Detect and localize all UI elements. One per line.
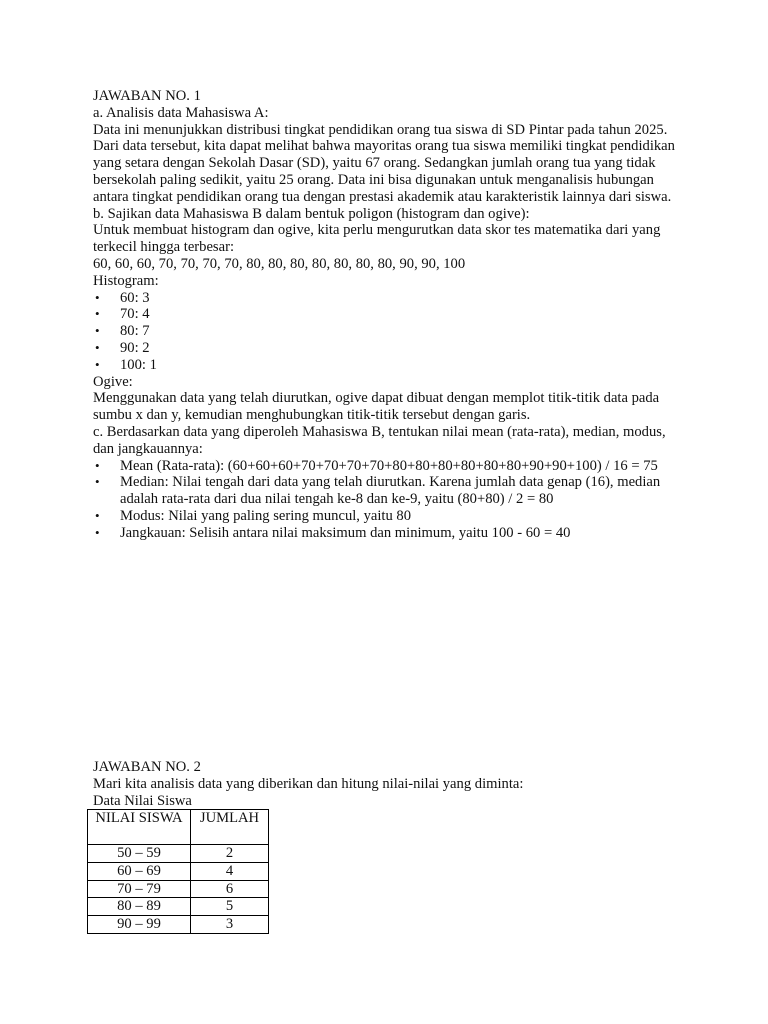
answer-1-section	[93, 88, 683, 542]
range-cell: 80 – 89	[88, 898, 191, 916]
count-cell: 2	[191, 845, 269, 863]
mode-item: • Modus: Nilai yang paling sering muncul, yaitu 80	[93, 508, 683, 525]
part-c-title: c. Berdasarkan data yang diperoleh Mahasiswa B, tentukan nilai mean (rata-rata), median, modus, dan jangkauannya:	[93, 423, 666, 457]
sorted-data-line: 60, 60, 60, 70, 70, 70, 70, 80, 80, 80, 80, 80, 80, 80, 90, 90, 100	[93, 255, 466, 272]
table-header-row	[88, 810, 269, 845]
ogive-label: Ogive:	[93, 373, 133, 390]
part-a-title: a. Analisis data Mahasiswa A:	[93, 104, 269, 121]
part-b-intro: Untuk membuat histogram dan ogive, kita perlu mengurutkan data skor tes matematika dari yang terkecil hingga terbesar:	[93, 222, 661, 256]
table-row	[88, 862, 269, 880]
range-cell: 60 – 69	[88, 862, 191, 880]
count-cell: 6	[191, 880, 269, 898]
part-b-title: b. Sajikan data Mahasiswa B dalam bentuk poligon (histogram dan ogive):	[93, 205, 530, 222]
count-cell: 5	[191, 898, 269, 916]
table-row	[88, 916, 269, 934]
histogram-item: • 80: 7	[93, 323, 683, 340]
answer-1-heading: JAWABAN NO. 1	[93, 88, 201, 104]
histogram-item: • 70: 4	[93, 306, 683, 323]
histogram-item: • 100: 1	[93, 357, 683, 374]
table-row	[88, 898, 269, 916]
count-cell: 4	[191, 862, 269, 880]
header-cell-nilai: NILAI SISWA	[88, 810, 191, 845]
range-cell: 70 – 79	[88, 880, 191, 898]
answer-2-heading: JAWABAN NO. 2	[93, 759, 201, 775]
range-cell: 90 – 99	[88, 916, 191, 934]
histogram-list	[93, 290, 683, 374]
statistics-list	[93, 458, 683, 542]
histogram-item: • 60: 3	[93, 290, 683, 307]
histogram-label: Histogram:	[93, 272, 159, 289]
table-title: Data Nilai Siswa	[93, 792, 192, 809]
grade-table	[87, 809, 269, 934]
answer-2-intro: Mari kita analisis data yang diberikan dan hitung nilai-nilai yang diminta:	[93, 775, 524, 792]
range-cell: 50 – 59	[88, 845, 191, 863]
table-row	[88, 880, 269, 898]
histogram-item: • 90: 2	[93, 340, 683, 357]
range-item: • Jangkauan: Selisih antara nilai maksimum dan minimum, yaitu 100 - 60 = 40	[93, 525, 683, 542]
count-cell: 3	[191, 916, 269, 934]
mean-item: • Mean (Rata-rata): (60+60+60+70+70+70+70+80+80+80+80+80+80+90+90+100) / 16 = 75	[93, 458, 683, 475]
answer-2-section	[93, 759, 683, 809]
table-row	[88, 845, 269, 863]
part-a-paragraph: Data ini menunjukkan distribusi tingkat pendidikan orang tua siswa di SD Pintar pada tahun 2025. Dari data tersebut, kita dapat melihat bahwa mayoritas orang tua siswa memiliki tingkat pendidikan yang setara dengan Sekolah Dasar (SD), yaitu 67 orang. Sedangkan jumlah orang tua yang tidak bersekolah paling sedikit, yaitu 25 orang. Data ini bisa digunakan untuk menganalisis hubungan antara tingkat pendidikan orang tua dengan prestasi akademik atau karakteristik lainnya dari siswa.	[93, 121, 675, 205]
header-cell-jumlah: JUMLAH	[191, 810, 269, 845]
ogive-paragraph: Menggunakan data yang telah diurutkan, ogive dapat dibuat dengan memplot titik-titik data pada sumbu x dan y, kemudian menghubungkan titik-titik tersebut dengan garis.	[93, 390, 660, 424]
median-item: • Median: Nilai tengah dari data yang telah diurutkan. Karena jumlah data genap (16), median adalah rata-rata dari dua nilai tengah ke-8 dan ke-9, yaitu (80+80) / 2 = 80	[93, 474, 683, 508]
